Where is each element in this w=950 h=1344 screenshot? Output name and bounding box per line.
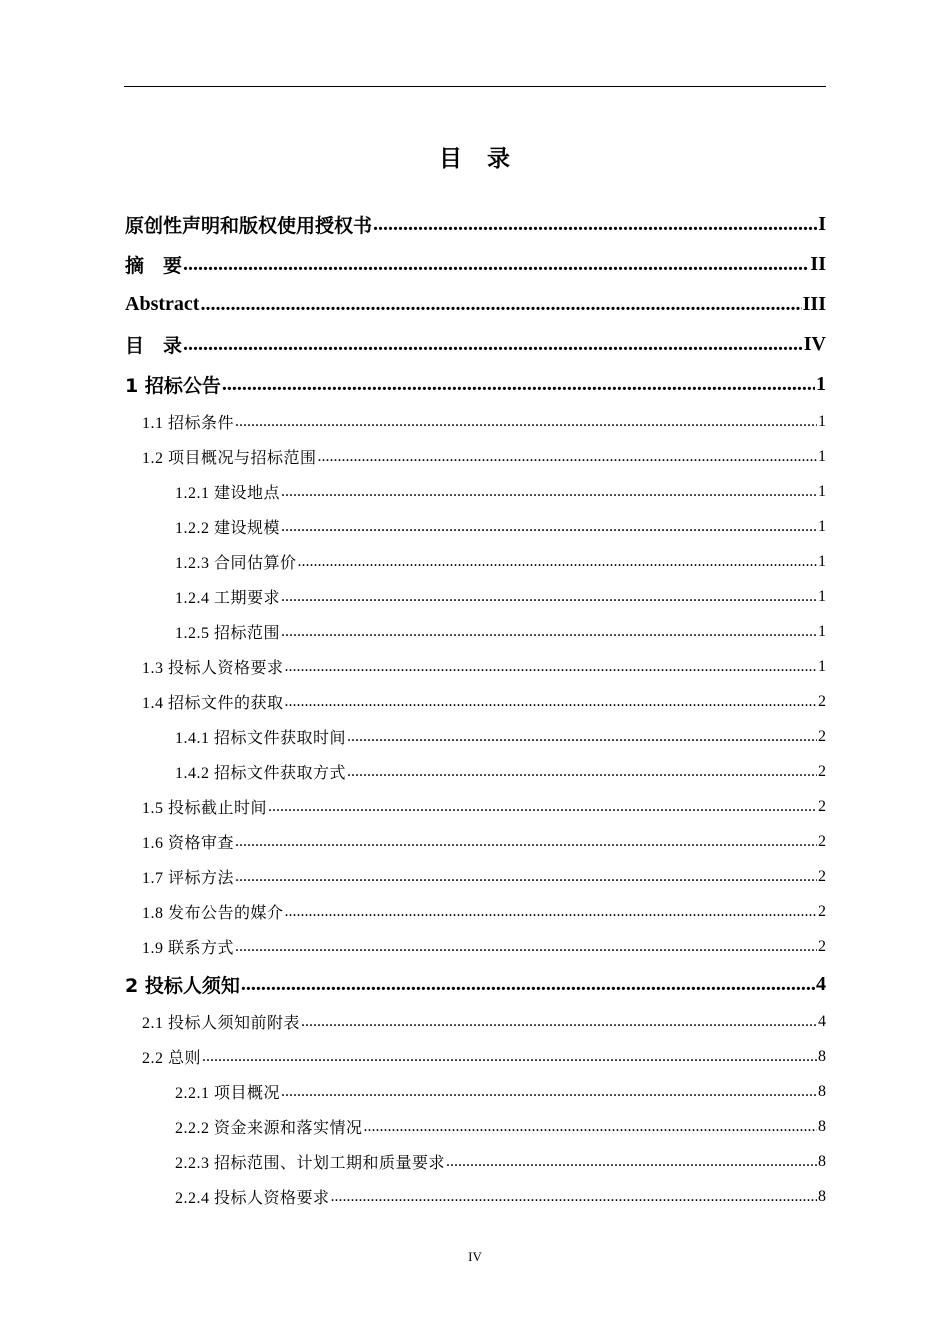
toc-entry-page: 2 [818,867,826,885]
toc-entry[interactable] [125,894,826,929]
toc-entry[interactable] [125,1144,826,1179]
toc-entry[interactable] [125,964,826,1004]
toc-entry-label: 2.1 投标人须知前附表 [142,1015,301,1032]
toc-entry[interactable] [125,929,826,964]
page-number: IV [468,1249,482,1264]
toc-entry[interactable] [125,1004,826,1039]
toc-entry[interactable] [125,579,826,614]
dot-leader [281,483,817,501]
dot-leader [347,728,817,746]
toc-entry-page: 1 [818,482,826,500]
dot-leader [318,448,817,466]
dot-leader [281,588,817,606]
toc-entry[interactable] [125,474,826,509]
dot-leader [183,253,809,276]
toc-entry[interactable] [125,1039,826,1074]
toc-entry[interactable] [125,284,826,324]
dot-leader [200,293,801,316]
toc-entry-page: 2 [818,727,826,745]
toc-entry-page: 4 [818,1012,826,1030]
toc-entry-label: 1.2.1 建设地点 [175,485,281,502]
toc-entry-label: 1.2.5 招标范围 [175,625,281,642]
dot-leader [301,1013,817,1031]
toc-entry-label: 1 招标公告 [125,374,221,397]
dot-leader [285,693,817,711]
toc-entry-label: 原创性声明和版权使用授权书 [125,214,373,237]
toc-entry-label: 1.8 发布公告的媒介 [142,905,284,922]
dot-leader [268,798,817,816]
toc-entry-page: 8 [818,1117,826,1135]
toc-entry-label: 1.7 评标方法 [142,870,235,887]
toc-entry-page: 2 [818,692,826,710]
toc-entry-label: 1.9 联系方式 [142,940,235,957]
header-rule [124,86,826,87]
dot-leader [298,553,817,571]
dot-leader [241,973,815,996]
toc-entry-label: 1.3 投标人资格要求 [142,660,284,677]
toc-entry-page: 1 [818,412,826,430]
toc-entry[interactable] [125,324,826,364]
toc-entry-label: 2 投标人须知 [125,974,240,997]
toc-entry[interactable] [125,719,826,754]
toc-entry-page: 1 [818,552,826,570]
dot-leader [331,1188,817,1206]
dot-leader [235,413,817,431]
toc-entry-label: 1.4.1 招标文件获取时间 [175,730,347,747]
toc-entry-label: 2.2.3 招标范围、计划工期和质量要求 [175,1155,446,1172]
toc-entry-label: 1.4.2 招标文件获取方式 [175,765,347,782]
toc-entry-label: 1.5 投标截止时间 [142,800,268,817]
toc-entry-page: 8 [818,1187,826,1205]
dot-leader [446,1153,817,1171]
toc-entry-page: 1 [818,622,826,640]
dot-leader [281,623,817,641]
toc-entry-page: 2 [818,832,826,850]
dot-leader [373,213,817,236]
toc-entry-label: 1.2.2 建设规模 [175,520,281,537]
page-title: 目 录 [439,146,511,172]
toc-entry[interactable] [125,439,826,474]
toc-entry-label: 2.2.1 项目概况 [175,1085,281,1102]
toc-entry[interactable] [125,1109,826,1144]
toc-entry-page: 1 [818,517,826,535]
toc-entry[interactable] [125,244,826,284]
toc-entry[interactable] [125,789,826,824]
toc-entry-label: Abstract [125,292,200,315]
toc-entry[interactable] [125,404,826,439]
toc-entry[interactable] [125,859,826,894]
toc-entry-page: 2 [818,902,826,920]
toc-entry-page: 8 [818,1152,826,1170]
dot-leader [347,763,817,781]
toc-entry[interactable] [125,1179,826,1214]
toc-entry-page: 1 [818,447,826,465]
toc-entry-page: 2 [818,797,826,815]
toc-entry-label: 1.2.4 工期要求 [175,590,281,607]
toc-entry-label: 1.2.3 合同估算价 [175,555,297,572]
toc-entry[interactable] [125,509,826,544]
toc-entry[interactable] [125,684,826,719]
toc-entry[interactable] [125,544,826,579]
toc-entry-label: 摘 要 [125,254,183,277]
toc-entry[interactable] [125,614,826,649]
toc-entry[interactable] [125,204,826,244]
dot-leader [364,1118,817,1136]
toc-entry-page: 1 [818,657,826,675]
toc-entry-label: 2.2.4 投标人资格要求 [175,1190,330,1207]
toc-entry-page: 4 [816,972,826,995]
dot-leader [235,938,817,956]
toc-entry-label: 1.1 招标条件 [142,415,235,432]
toc-entry-page: 2 [818,762,826,780]
toc-entry-label: 2.2.2 资金来源和落实情况 [175,1120,363,1137]
toc-entry[interactable] [125,754,826,789]
dot-leader [235,868,817,886]
toc-entry-page: III [802,292,826,315]
toc-entry[interactable] [125,824,826,859]
dot-leader [281,518,817,536]
dot-leader [222,373,815,396]
dot-leader [235,833,817,851]
toc-entry-page: II [810,252,826,275]
toc-entry-label: 1.6 资格审查 [142,835,235,852]
toc-entry[interactable] [125,1074,826,1109]
toc-entry-label: 2.2 总则 [142,1050,202,1067]
toc-entry-page: 8 [818,1082,826,1100]
toc-entry-label: 目 录 [125,334,183,357]
toc-entry-label: 1.4 招标文件的获取 [142,695,284,712]
dot-leader [285,903,817,921]
toc-entry-label: 1.2 项目概况与招标范围 [142,450,317,467]
toc-entry[interactable] [125,649,826,684]
table-of-contents [125,204,826,1214]
toc-entry-page: 1 [816,372,826,395]
dot-leader [183,333,803,356]
dot-leader [281,1083,817,1101]
toc-entry[interactable] [125,364,826,404]
toc-entry-page: 2 [818,937,826,955]
toc-entry-page: 8 [818,1047,826,1065]
toc-entry-page: IV [803,332,826,355]
toc-entry-page: I [818,212,826,235]
dot-leader [202,1048,817,1066]
toc-entry-page: 1 [818,587,826,605]
dot-leader [285,658,817,676]
